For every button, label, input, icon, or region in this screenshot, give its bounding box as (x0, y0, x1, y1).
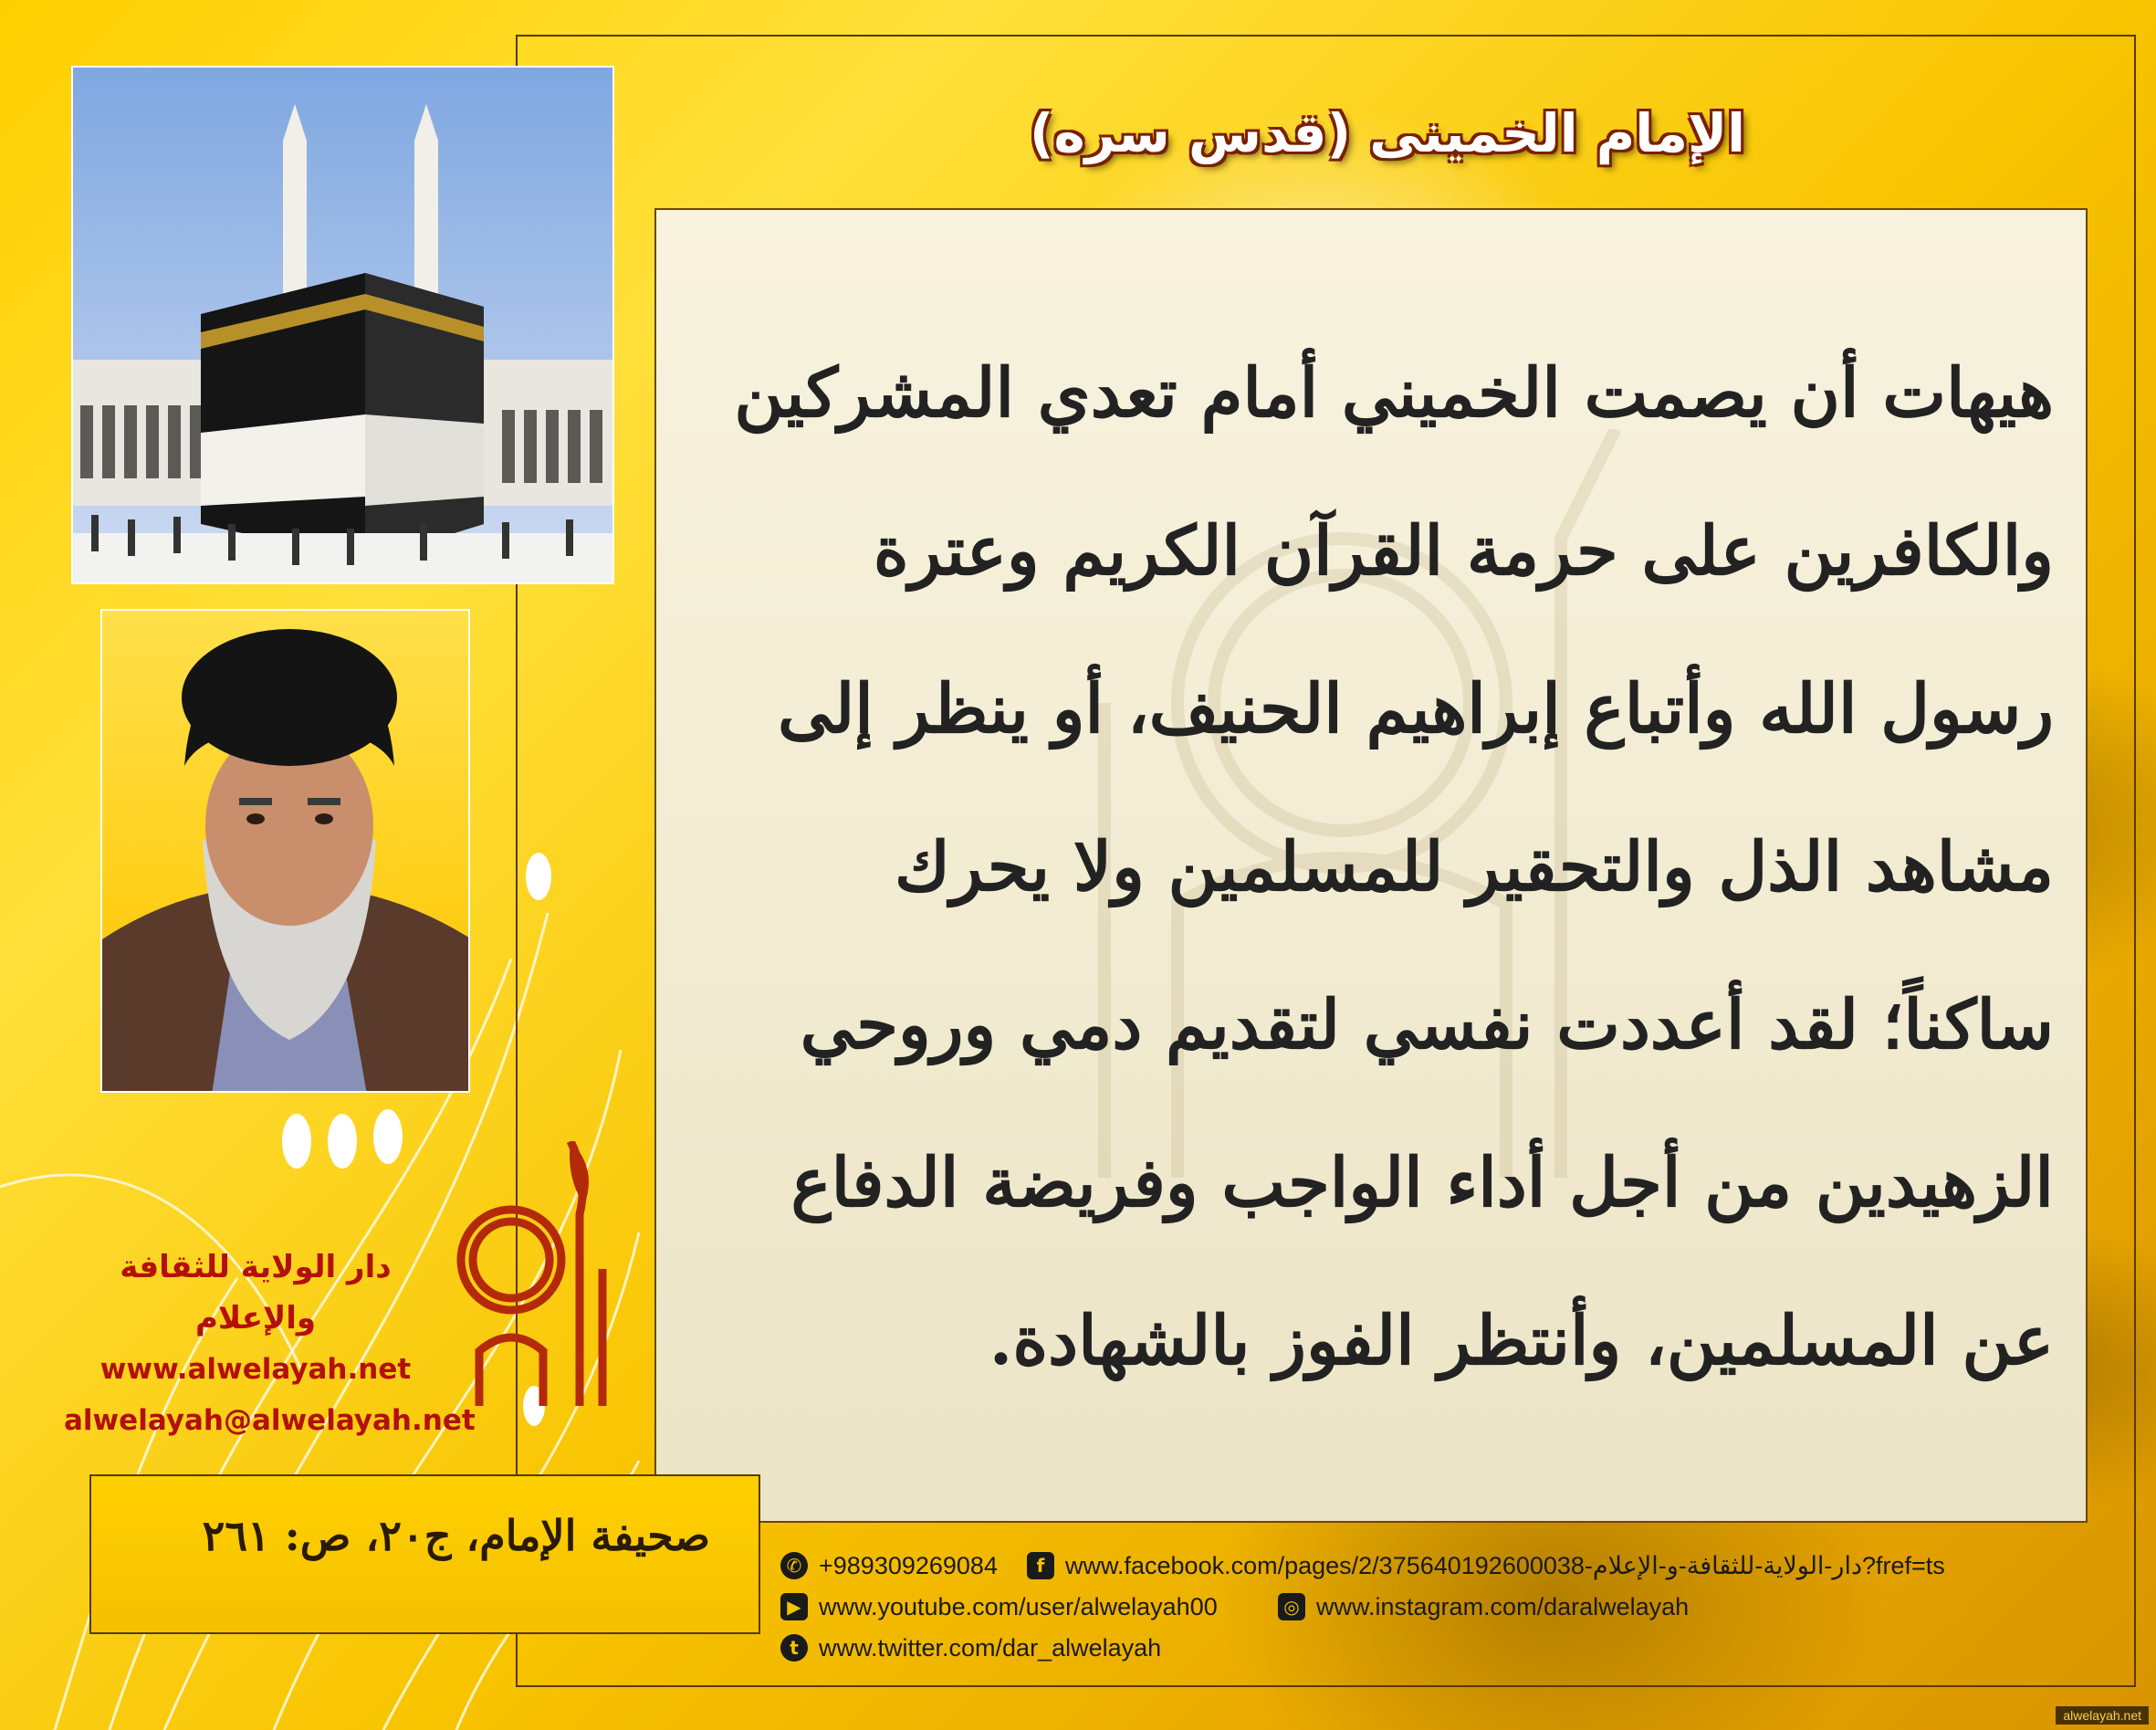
quote-line: هيهات أن يصمت الخميني أمام تعدي المشركين (734, 354, 2054, 433)
contact-row-youtube[interactable] (780, 1588, 1218, 1625)
contact-row-instagram[interactable] (1278, 1588, 1689, 1625)
quote-line: والكافرين على حرمة القرآن الكريم وعترة (873, 512, 2054, 591)
quote-line: مشاهد الذل والتحقير للمسلمين ولا يحرك (894, 828, 2054, 907)
contact-row-twitter[interactable] (780, 1630, 1161, 1666)
portrait-photo (100, 609, 470, 1093)
facebook-link[interactable]: www.facebook.com/pages/2/375640192600038-دار-الولاية-للثقافة-و-الإعلام?fref=ts (1065, 1551, 1945, 1579)
quote-text (685, 315, 2054, 1421)
whatsapp-icon: ✆ (780, 1552, 808, 1579)
instagram-link[interactable]: www.instagram.com/daralwelayah (1316, 1592, 1690, 1620)
twitter-link[interactable]: www.twitter.com/dar_alwelayah (819, 1633, 1162, 1662)
organization-email[interactable]: alwelayah@alwelayah.net (64, 1404, 476, 1437)
organization-name: دار الولاية للثقافة والإعلام (120, 1249, 392, 1337)
instagram-icon: ◎ (1278, 1593, 1305, 1620)
organization-website[interactable]: www.alwelayah.net (99, 1353, 412, 1386)
quote-line: عن المسلمين، وأنتظر الفوز بالشهادة. (989, 1302, 2054, 1380)
quote-line: الزهيدين من أجل أداء الواجب وفريضة الدفاع (790, 1144, 2054, 1222)
alwelayah-logo (452, 1141, 625, 1406)
contact-row-facebook[interactable] (1027, 1547, 1945, 1584)
quote-line: ساكناً؛ لقد أعددت نفسي لتقديم دمي وروحي (800, 986, 2054, 1064)
facebook-icon: f (1027, 1552, 1054, 1579)
contact-row-whatsapp[interactable] (780, 1547, 998, 1584)
organization-info (64, 1242, 476, 1446)
footer-watermark-tag: alwelayah.net (2056, 1706, 2149, 1725)
whatsapp-number[interactable]: +989309269084 (819, 1551, 998, 1579)
source-citation: صحيفة الإمام، ج٢٠، ص: ٢٦١ (202, 1511, 710, 1560)
twitter-icon: t (780, 1634, 808, 1662)
youtube-icon: ▶ (780, 1593, 808, 1620)
quote-line: رسول الله وأتباع إبراهيم الحنيف، أو ينظر إلى (778, 670, 2054, 749)
kaaba-photo (71, 66, 614, 584)
page-title: الإمام الخمينى (قدس سره) (1029, 102, 1746, 164)
youtube-link[interactable]: www.youtube.com/user/alwelayah00 (819, 1592, 1218, 1620)
